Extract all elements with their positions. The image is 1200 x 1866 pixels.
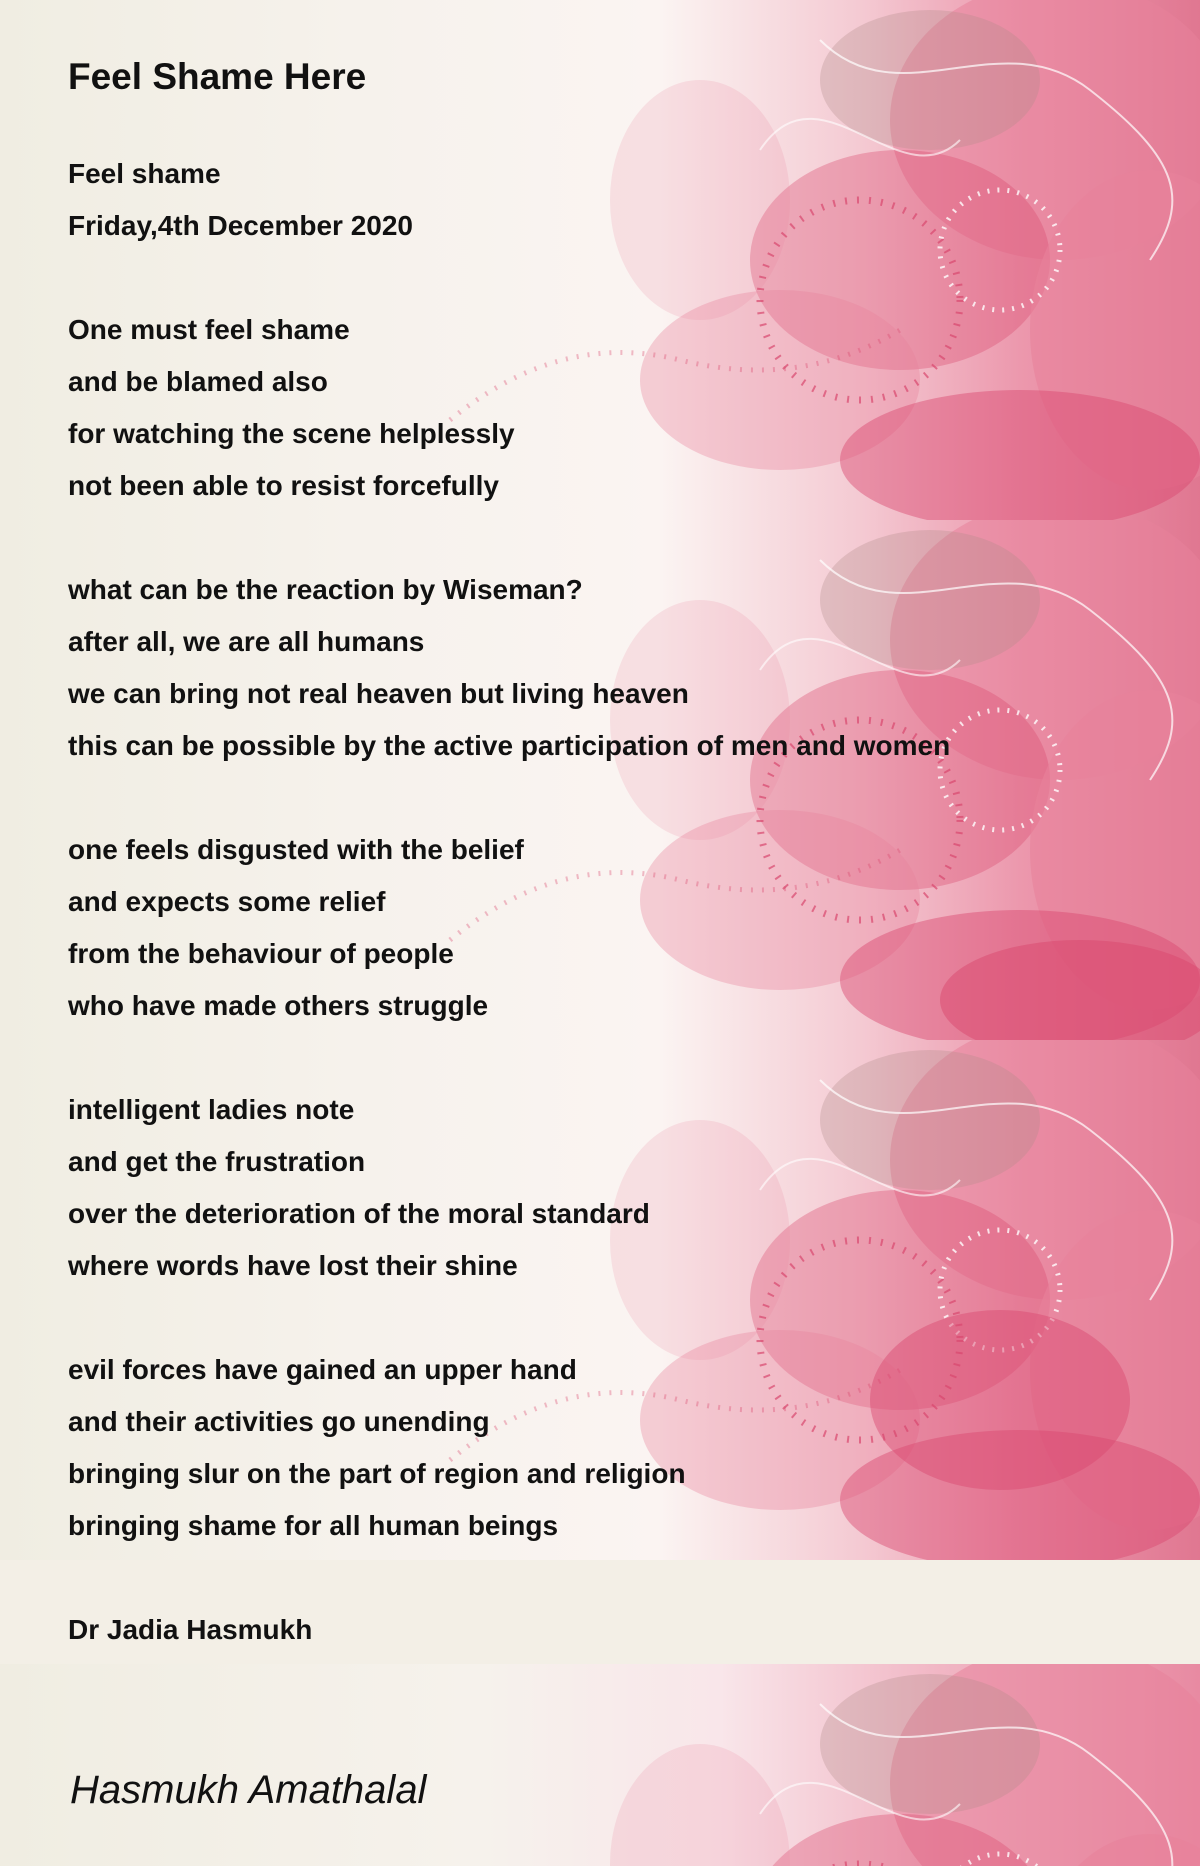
poem-stanza: [68, 564, 1128, 772]
poem-line: for watching the scene helplessly: [68, 418, 515, 449]
poem-line: and be blamed also: [68, 366, 328, 397]
poem-line: Dr Jadia Hasmukh: [68, 1614, 313, 1645]
poem-line: not been able to resist forcefully: [68, 470, 499, 501]
poem-author: Hasmukh Amathalal: [70, 1768, 427, 1812]
poem-title: Feel Shame Here: [68, 56, 367, 97]
poem-line: intelligent ladies note: [68, 1094, 355, 1125]
poem-body: [68, 148, 1128, 1656]
poem-line: and get the frustration: [68, 1146, 366, 1177]
poem-line: who have made others struggle: [68, 990, 489, 1021]
poem-stanza: [68, 1604, 1128, 1656]
poem-line: bringing slur on the part of region and religion: [68, 1458, 686, 1489]
poem-line: where words have lost their shine: [68, 1250, 518, 1281]
poem-line: one feels disgusted with the belief: [68, 834, 524, 865]
poem-line: Friday,4th December 2020: [68, 210, 413, 241]
poem-line: and their activities go unending: [68, 1406, 490, 1437]
poem-line: over the deterioration of the moral standard: [68, 1198, 650, 1229]
poem-line: this can be possible by the active participation of men and women: [68, 730, 951, 761]
poem-stanza: [68, 304, 1128, 512]
poem-stanza: [68, 824, 1128, 1032]
poem-stanza: [68, 148, 1128, 252]
poem-line: bringing shame for all human beings: [68, 1510, 559, 1541]
poem-line: we can bring not real heaven but living heaven: [68, 678, 689, 709]
poem-line: after all, we are all humans: [68, 626, 425, 657]
poem-line: evil forces have gained an upper hand: [68, 1354, 577, 1385]
poem-line: and expects some relief: [68, 886, 386, 917]
poem-line: Feel shame: [68, 158, 221, 189]
poem-line: from the behaviour of people: [68, 938, 454, 969]
poem-line: One must feel shame: [68, 314, 350, 345]
poem-stanza: [68, 1344, 1128, 1552]
poem-line: what can be the reaction by Wiseman?: [68, 574, 583, 605]
poem-stanza: [68, 1084, 1128, 1292]
